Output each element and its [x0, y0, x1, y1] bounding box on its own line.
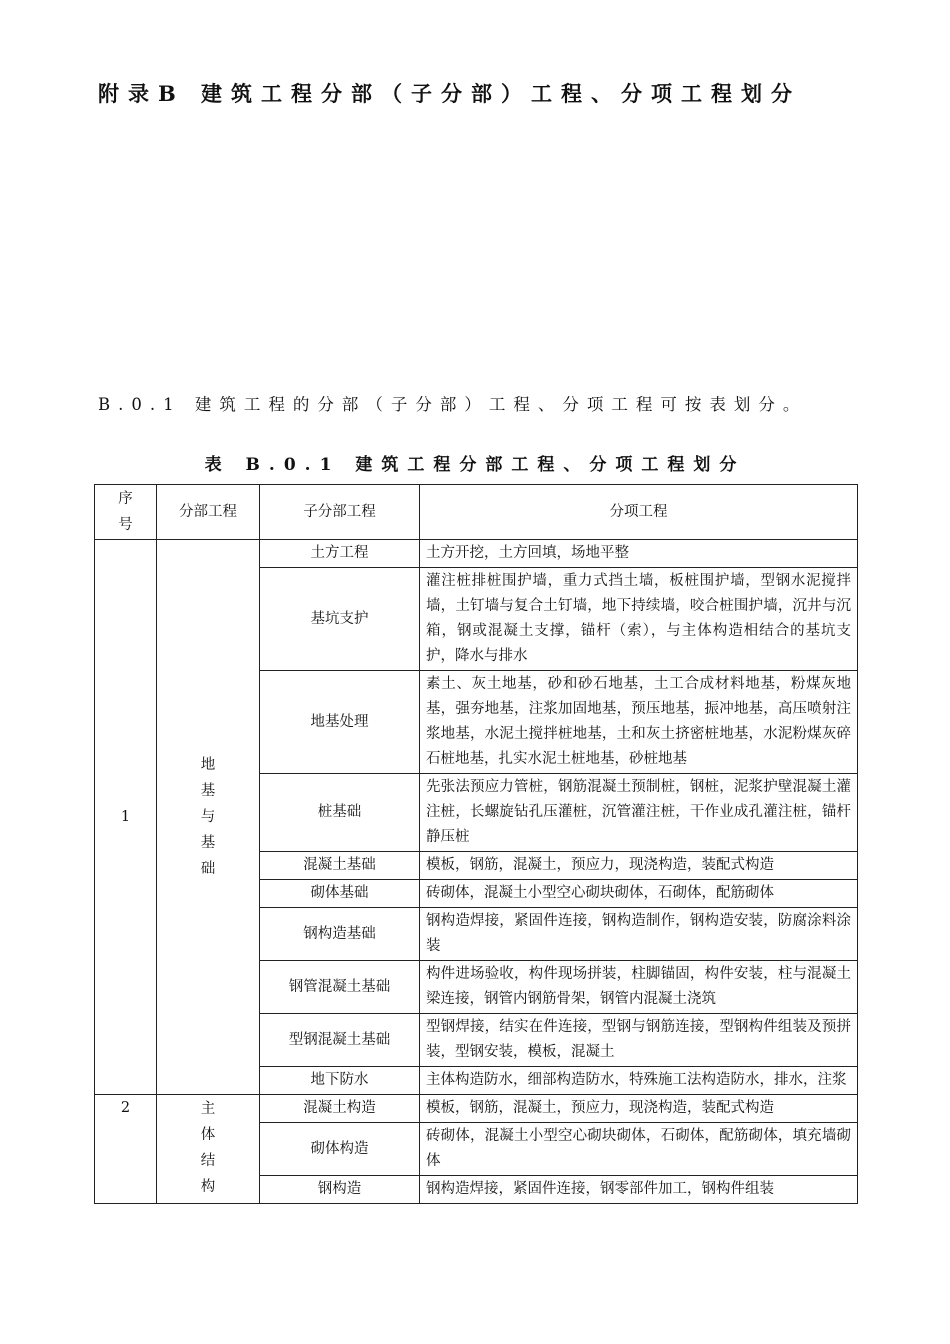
items-cell: 素土、灰土地基，砂和砂石地基，土工合成材料地基，粉煤灰地基，强夯地基，注浆加固地基，预压地基，振冲地基，高压喷射注浆地基，水泥土搅拌桩地基，土和灰土挤密桩地基，水泥粉煤灰碎石桩地基，扎实水泥土桩地基，砂桩地基: [420, 671, 858, 774]
items-cell: 砖砌体，混凝土小型空心砌块砌体，石砌体，配筋砌体: [420, 880, 858, 908]
items-cell: 模板，钢筋，混凝土，预应力，现浇构造，装配式构造: [420, 1095, 858, 1123]
items-cell: 先张法预应力管桩，钢筋混凝土预制桩，钢桩，泥浆护壁混凝土灌注桩，长螺旋钻孔压灌桩，沉管灌注桩，干作业成孔灌注桩，锚杆静压桩: [420, 774, 858, 852]
subdivision-cell: 基坑支护: [260, 568, 420, 671]
items-cell: 灌注桩排桩围护墙，重力式挡土墙，板桩围护墙，型钢水泥搅拌墙，土钉墙与复合土钉墙，地下持续墙，咬合桩围护墙，沉井与沉箱，钢或混凝土支撑，锚杆（索），与主体构造相结合的基坑支护，降水与排水: [420, 568, 858, 671]
items-cell: 模板，钢筋，混凝土，预应力，现浇构造，装配式构造: [420, 852, 858, 880]
subdivision-cell: 混凝土基础: [260, 852, 420, 880]
table-row: [95, 1095, 858, 1123]
division-cell: 主体结构: [157, 1095, 260, 1204]
division-table: [94, 484, 858, 1204]
subdivision-cell: 混凝土构造: [260, 1095, 420, 1123]
intro-paragraph: B.0.1 建筑工程的分部（子分部）工程、分项工程可按表划分。: [98, 395, 808, 414]
header-seq: 序号: [95, 485, 157, 540]
seq-cell: 2: [95, 1095, 157, 1204]
table-row: [95, 540, 858, 568]
subdivision-cell: 型钢混凝土基础: [260, 1014, 420, 1067]
items-cell: 型钢焊接，结实在件连接，型钢与钢筋连接，型钢构件组装及预拼装，型钢安装，模板，混凝土: [420, 1014, 858, 1067]
items-cell: 钢构造焊接，紧固件连接，钢零部件加工，钢构件组装: [420, 1176, 858, 1204]
table-caption: 表 B.0.1 建筑工程分部工程、分项工程划分: [204, 455, 746, 475]
division-cell: 地基与基础: [157, 540, 260, 1095]
items-cell: 构件进场验收，构件现场拼装，柱脚锚固，构件安装，柱与混凝土梁连接，钢管内钢筋骨架，钢管内混凝土浇筑: [420, 961, 858, 1014]
subdivision-cell: 钢构造基础: [260, 908, 420, 961]
items-cell: 土方开挖，土方回填，场地平整: [420, 540, 858, 568]
subdivision-cell: 桩基础: [260, 774, 420, 852]
subdivision-cell: 砌体基础: [260, 880, 420, 908]
seq-cell: 1: [95, 540, 157, 1095]
header-items: 分项工程: [420, 485, 858, 540]
header-subdivision: 子分部工程: [260, 485, 420, 540]
page-title: 附录B 建筑工程分部（子分部）工程、分项工程划分: [98, 81, 802, 106]
subdivision-cell: 钢构造: [260, 1176, 420, 1204]
items-cell: 砖砌体，混凝土小型空心砌块砌体，石砌体，配筋砌体，填充墙砌体: [420, 1123, 858, 1176]
subdivision-cell: 钢管混凝土基础: [260, 961, 420, 1014]
items-cell: 钢构造焊接，紧固件连接，钢构造制作，钢构造安装，防腐涂料涂装: [420, 908, 858, 961]
header-division: 分部工程: [157, 485, 260, 540]
table-header-row: [95, 485, 858, 540]
items-cell: 主体构造防水，细部构造防水，特殊施工法构造防水，排水，注浆: [420, 1067, 858, 1095]
subdivision-cell: 地下防水: [260, 1067, 420, 1095]
subdivision-cell: 地基处理: [260, 671, 420, 774]
subdivision-cell: 土方工程: [260, 540, 420, 568]
subdivision-cell: 砌体构造: [260, 1123, 420, 1176]
